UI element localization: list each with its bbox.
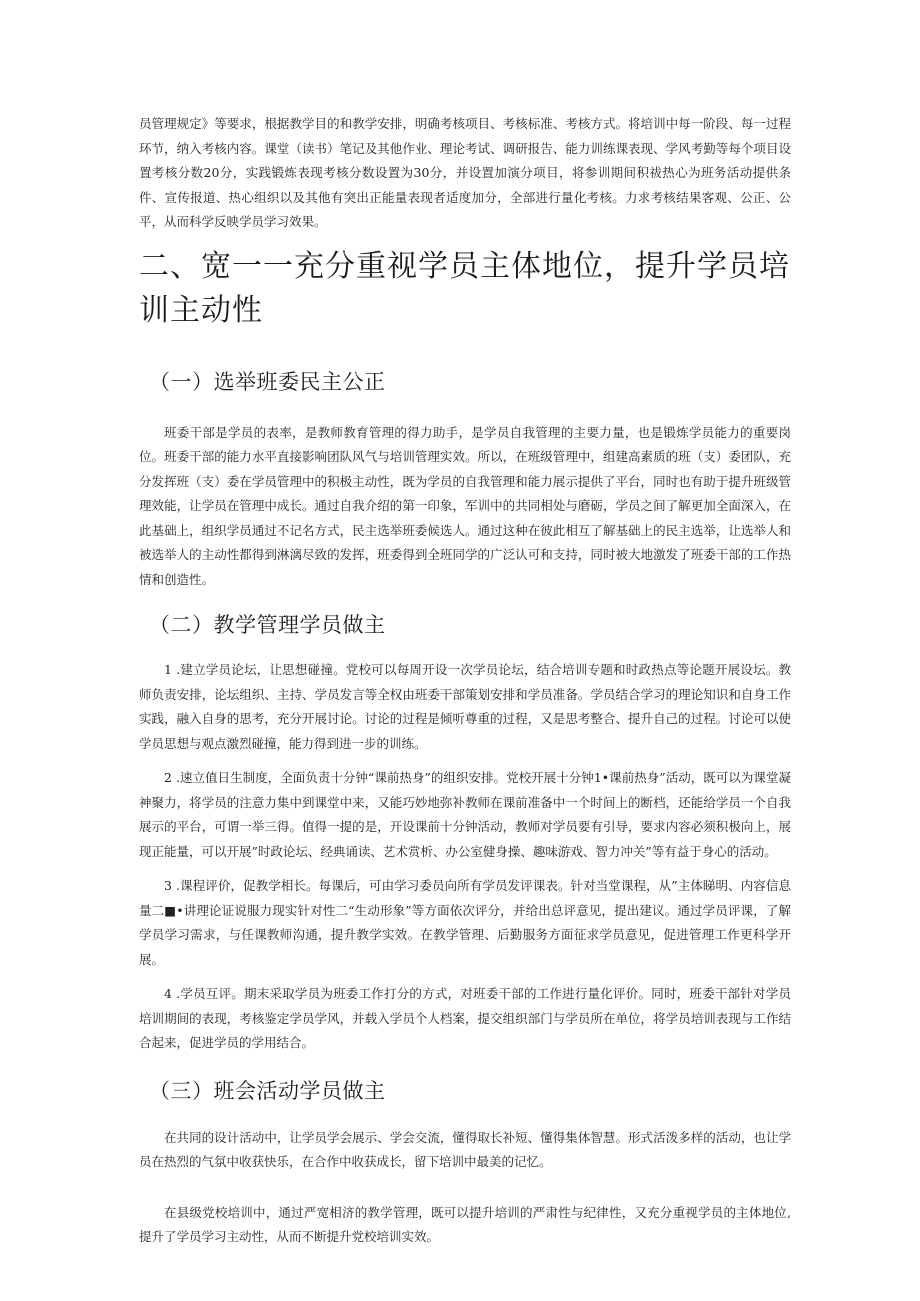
list-item: 4 .学员互评。期末采取学员为班委工作打分的方式，对班委干部的工作进行量化评价。同时，班委干部针对学员培训期间的表现，考核鉴定学员学风，并载入学员个人档案，提交组织部门与学员所在单位，将学员培训表现与工作结合起来，促进学员的学用结合。 (139, 986, 791, 1050)
list-item: 2 .速立值日生制度，全面负责十分钟“课前热身”的组织安排。党校开展十分钟1•课前热身”活动，既可以为课堂凝神聚力，将学员的注意力集中到课堂中来，又能巧妙地弥补教师在课前准备中一个时间上的断档，还能给学员一个自我展示的平台，可谓一举三得。值得一提的是，开设课前十分钟活动，教师对学员要有引导，要求内容必须积极向上，展现正能量，可以开展”时政论坛、经典诵读、艺术赏析、办公室健身操、趣味游戏、智力冲关”等有益于身心的活动。 (139, 770, 791, 859)
subsection-heading-1: （一）选举班委民主公正 (149, 369, 386, 394)
list-item: 1 .建立学员论坛，让思想碰撞。党校可以每周开设一次学员论坛，结合培训专题和时政热点等论题开展设坛。教师负责安排，论坛组织、主持、学员发言等全权由班委干部策划安排和学员准备。学员结合学习的理论知识和自身工作实践，融入自身的思考，充分开展讨论。讨论的过程是倾听尊重的过程，又是思考整合、提升自己的过程。讨论可以使学员思想与观点激烈碰撞，能力得到进一步的训练。 (139, 662, 791, 751)
subsection-3-paragraph: 在共同的设计活动中，让学员学会展示、学会交流，懂得取长补短、懂得集体智慧。形式活泼多样的活动，也让学员在热烈的气氛中收获快乐，在合作中收获成长，留下培训中最美的记忆。 (139, 1129, 791, 1169)
intro-paragraph: 员管理规定》等要求，根据教学目的和教学安排，明确考核项目、考核标准、考核方式。将培训中每一阶段、每一过程环节，纳入考核内容。课堂（读书）笔记及其他作业、理论考试、调研报告、能力训练课表现、学风考勤等每个项目设置考核分数20分，实践锻炼表现考核分数设置为30分，并设置加演分项目，将参训期间积祓热心为班务活动提供条件、宣传报道、热心组织以及其他有突出正能量表现者适度加分，全部进行量化考核。力求考核结果客观、公正、公平，从而科学反映学员学习效果。 (139, 116, 791, 229)
list-item: 3 .课程评价，促教学相长。每课后，可由学习委员向所有学员发评课表。针对当堂课程，从”主体睇明、内容信息量二■•讲理论证说服力现实针对性二“生动形象”等方面依次评分，并给出总评意见，提出建议。通过学员评课，了解学员学习需求，与任课教师沟通，提升教学实效。在教学管理、后勤服务方面征求学员意见，促进管理工作更科学开展。 (139, 878, 791, 967)
document-body (139, 112, 791, 1250)
subsection-heading-3: （三）班会活动学员做主 (149, 1078, 386, 1103)
section-heading: 二、宽一一充分重视学员主体地位，提升学员培训主动性 (139, 248, 790, 328)
subsection-1-paragraph: 班委干部是学员的表率，是教师教育管理的得力助手，是学员自我管理的主要力量，也是锻炼学员能力的重要岗位。班委干部的能力水平直接影响团队风气与培训管理实效。所以，在班级管理中，组建高素质的班（支）委团队，充分发挥班（支）委在学员管理中的积极主动性，既为学员的自我管理和能力展示提供了平台，同时也有助于提升班级管理效能，让学员在管理中成长。通过自我介绍的第一印象，军训中的共同相处与磨砺，学员之间了解更加全面深入，在此基础上，组织学员通过不记名方式，民主选举班委候选人。通过这种在彼此相互了解基础上的民主选举，让选举人和被选举人的主动性都得到淋漓尽致的发挥，班委得到全班同学的广泛认可和支持，同时被大地激发了班委干部的工作热情和创造性。 (139, 424, 791, 587)
conclusion-paragraph: 在县级党校培训中，通过严宽相济的教学管理，既可以提升培训的严肃性与纪律性，又充分重视学员的主体地位,提升了学员学习主动性，从而不断提升党校培训实效。 (139, 1204, 791, 1244)
subsection-heading-2: （二）教学管理学员做主 (149, 613, 386, 637)
